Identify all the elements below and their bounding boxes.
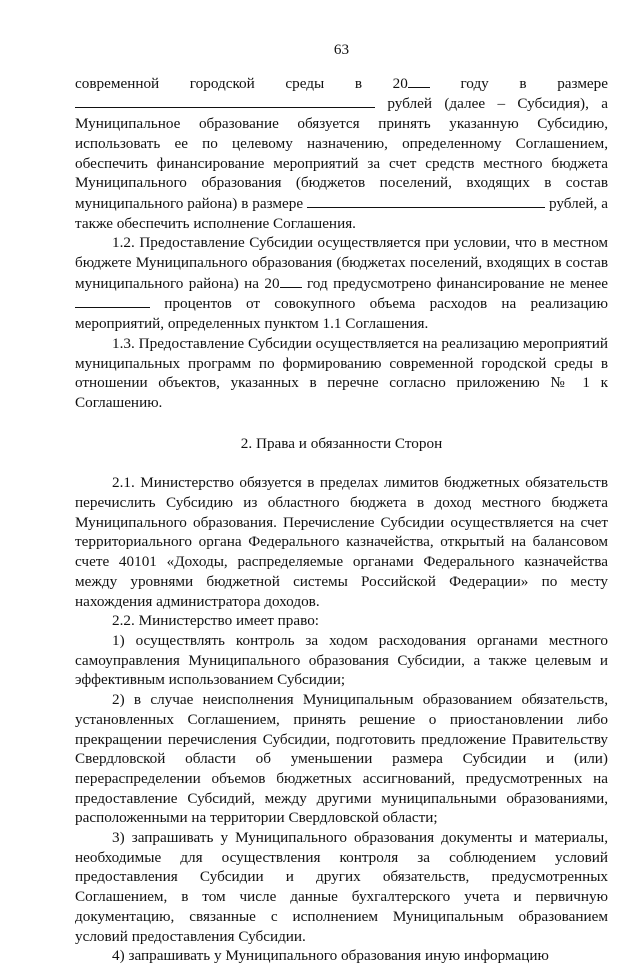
list-item-3: 3) запрашивать у Муниципального образования документы и материалы, необходимые для осуществления контроля за соблюдением условий предоставления Субсидии и других обязательств, предусмотренных Соглашением, в том числе данные бухгалтерского учета и первичную документацию, связанные с исполнением Муниципальным образованием условий предоставления Субсидии. bbox=[75, 829, 608, 945]
text-run: процентов от совокупного объема расходов на реализацию мероприятий, определенных пунктом 1.1 Соглашения. bbox=[75, 295, 608, 333]
section-heading: 2. Права и обязанности Сторон bbox=[240, 434, 443, 452]
amount-blank bbox=[307, 193, 545, 208]
list-item-4: 4) запрашивать у Муниципального образования иную информацию bbox=[112, 947, 549, 965]
list-item-1: 1) осуществлять контроль за ходом расходования органами местного самоуправления Муниципального образования Субсидии, а также целевым и эффективным использованием Субсидии; bbox=[75, 631, 608, 689]
text-run: год предусмотрено финансирование не менее bbox=[301, 274, 608, 292]
text-run: рублей, а также обеспечить исполнение Соглашения. bbox=[75, 194, 608, 232]
paragraph-1-2 bbox=[75, 233, 608, 334]
list-item-2: 2) в случае неисполнения Муниципальным образованием обязательств, установленных Соглашением, принять решение о приостановлении либо прекращении перечисления Субсидии, подготовить предложение Правительству Свердловской области об уменьшении размера Субсидии и (или) перераспределении объемов бюджетных ассигнований, предусмотренных на предоставление Субсидий, между другими муниципальными образованиями, расположенными на территории Свердловской области; bbox=[75, 691, 608, 827]
paragraph-1-1-continued bbox=[75, 73, 608, 234]
text-run: году в размере bbox=[429, 74, 609, 92]
amount-blank bbox=[75, 93, 375, 108]
year-blank bbox=[408, 73, 430, 88]
year-blank bbox=[280, 273, 302, 288]
text-run: 1.2. Предоставление Субсидии осуществляется при условии, что в местном бюджете Муниципального образования (бюджетах поселений, входящих в состав муниципального района) на 20 bbox=[75, 234, 608, 292]
text-run: современной городской среды в 20 bbox=[75, 74, 408, 92]
percent-blank bbox=[75, 293, 150, 308]
paragraph-2-1: 2.1. Министерство обязуется в пределах лимитов бюджетных обязательств перечислить Субсидию из областного бюджета в доход местного бюджета Муниципального образования. Перечисление Субсидии осуществляется на счет территориального органа Федерального казначейства, открытый на балансовом счете 40101 «Доходы, распределяемые органами Федерального казначейства между уровнями бюджетной системы Российской Федерации» по месту нахождения администратора доходов. bbox=[75, 474, 608, 610]
page-number: 63 bbox=[333, 41, 350, 58]
text-run: рублей (далее – Субсидия), а Муниципальное образование обязуется принять указанную Субсидию, использовать ее по целевому назначению, определенному Соглашением, обеспечить финансирование мероприятий за счет средств местного бюджета Муниципального образования (бюджетов поселений, входящих в состав муниципального района) в размере bbox=[75, 95, 608, 212]
paragraph-1-3: 1.3. Предоставление Субсидии осуществляется на реализацию мероприятий муниципальных программ по формированию современной городской среды в отношении объектов, указанных в перечне согласно приложению № 1 к Соглашению. bbox=[75, 334, 608, 411]
paragraph-2-2: 2.2. Министерство имеет право: bbox=[112, 612, 320, 630]
